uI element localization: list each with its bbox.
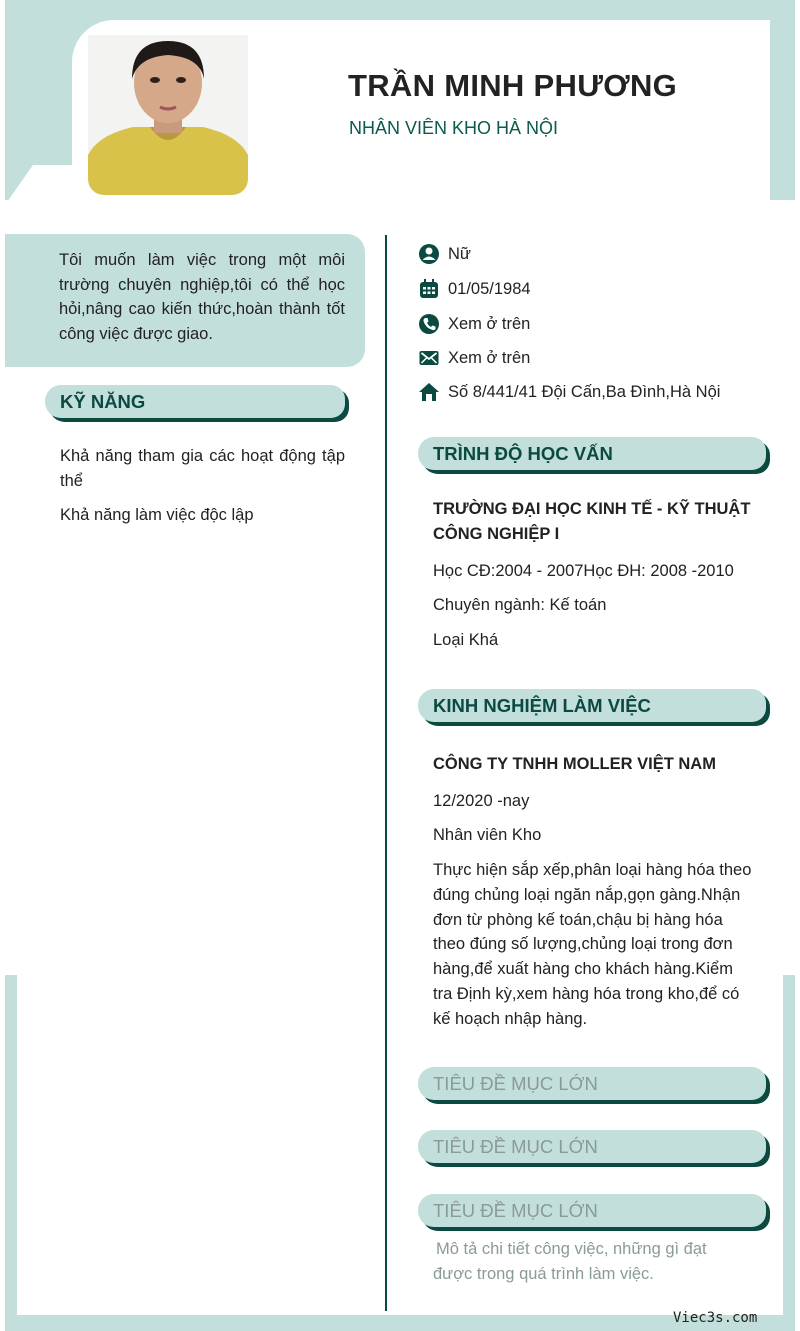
profile-photo bbox=[88, 35, 248, 195]
placeholder-description: Mô tả chi tiết công việc, những gì đạt được trong quá trình làm việc. bbox=[433, 1240, 707, 1283]
email-value: Xem ở trên bbox=[448, 349, 531, 367]
placeholder-heading-3-label: TIÊU ĐỀ MỤC LỚN bbox=[433, 1200, 598, 1221]
placeholder-heading-3 bbox=[418, 1194, 766, 1227]
education-grade: Loại Khá bbox=[433, 631, 499, 649]
birthday-value: 01/05/1984 bbox=[448, 280, 531, 298]
experience-heading-label: KINH NGHIỆM LÀM VIỆC bbox=[433, 695, 651, 716]
objective-text: Tôi muốn làm việc trong một môi trường chuyên nghiệp,tôi có thể học hỏi,nâng cao kiến thức,hoàn thành tốt công việc được giao. bbox=[59, 251, 345, 343]
gender-value: Nữ bbox=[448, 245, 471, 263]
skills-heading-label: KỸ NĂNG bbox=[60, 391, 146, 412]
school-name: TRƯỜNG ĐẠI HỌC KINH TẾ - KỸ THUẬT bbox=[433, 500, 751, 518]
envelope-icon bbox=[418, 347, 440, 369]
skill-item: Khả năng tham gia các hoạt động tập thể bbox=[60, 447, 345, 490]
phone-value: Xem ở trên bbox=[448, 315, 531, 333]
skill-item: Khả năng làm việc độc lập bbox=[60, 506, 254, 524]
education-heading bbox=[418, 437, 766, 470]
address-value: Số 8/441/41 Đội Cấn,Ba Đình,Hà Nội bbox=[448, 383, 721, 401]
placeholder-heading-1 bbox=[418, 1067, 766, 1100]
education-heading-label: TRÌNH ĐỘ HỌC VẤN bbox=[433, 443, 613, 464]
experience-heading bbox=[418, 689, 766, 722]
watermark: Viec3s.com bbox=[673, 1310, 758, 1326]
phone-icon bbox=[418, 313, 440, 335]
calendar-icon bbox=[418, 278, 440, 300]
company-name: CÔNG TY TNHH MOLLER VIỆT NAM bbox=[433, 755, 716, 773]
experience-period: 12/2020 -nay bbox=[433, 792, 530, 810]
school-name-continued: CÔNG NGHIỆP I bbox=[433, 525, 560, 543]
experience-position: Nhân viên Kho bbox=[433, 826, 542, 844]
home-icon bbox=[418, 381, 440, 403]
placeholder-heading-1-label: TIÊU ĐỀ MỤC LỚN bbox=[433, 1073, 598, 1094]
placeholder-heading-2 bbox=[418, 1130, 766, 1163]
education-period: Học CĐ:2004 - 2007Học ĐH: 2008 -2010 bbox=[433, 562, 734, 580]
job-title: NHÂN VIÊN KHO HÀ NỘI bbox=[349, 118, 559, 138]
placeholder-heading-2-label: TIÊU ĐỀ MỤC LỚN bbox=[433, 1136, 598, 1157]
person-icon bbox=[418, 243, 440, 265]
experience-description: Thực hiện sắp xếp,phân loại hàng hóa theo đúng chủng loại ngăn nắp,gọn gàng.Nhận đơn từ phòng kế toán,chậu bị hàng hóa theo đúng số lượng,chủng loại trong đơn hàng,để xuất hàng cho khách hàng.Kiểm tra Định kỳ,xem hàng hóa trong kho,để có kế hoạch nhập hàng. bbox=[433, 861, 752, 1028]
education-major: Chuyên ngành: Kế toán bbox=[433, 596, 607, 614]
skills-heading bbox=[45, 385, 345, 418]
column-divider bbox=[385, 235, 387, 1311]
candidate-name: TRẦN MINH PHƯƠNG bbox=[348, 68, 678, 103]
